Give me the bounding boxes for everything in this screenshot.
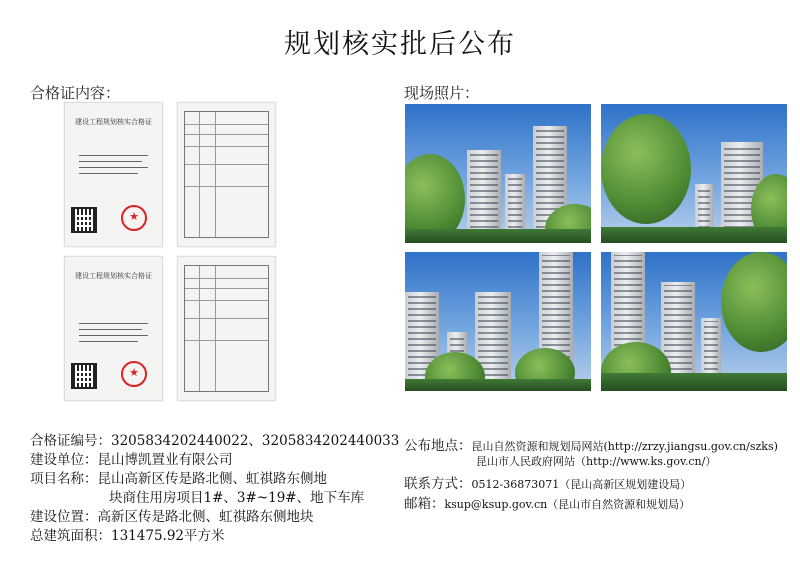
certificate-scan-1-cover (64, 102, 163, 247)
cert-no-row (30, 432, 399, 451)
certificate-scan-2-table (177, 256, 276, 401)
publish-place-line2[interactable]: 昆山市人民政府网站（http://www.ks.gov.cn/） (476, 455, 717, 468)
project-name-row-2 (30, 489, 399, 508)
builder-value: 昆山博凯置业有限公司 (97, 452, 233, 468)
project-name-label: 项目名称： (30, 471, 98, 487)
project-info (30, 432, 399, 546)
area-value: 131475.92平方米 (111, 528, 225, 544)
builder-label: 建设单位： (30, 452, 98, 468)
location-label: 建设位置： (30, 509, 98, 525)
cert-no-value: 3205834202440022、3205834202440033 (111, 433, 400, 449)
red-seal-icon (121, 361, 147, 387)
qr-code-icon (73, 209, 95, 231)
certificate-title: 建设工程规划核实合格证 (75, 118, 152, 126)
publish-place-line1[interactable]: 昆山自然资源和规划局网站(http://zrzy.jiangsu.gov.cn/szks) (471, 440, 778, 453)
contact-row (404, 472, 691, 492)
location-value: 高新区传是路北侧、虹祺路东侧地块 (97, 509, 314, 525)
certificate-scan-1-table (177, 102, 276, 247)
page-title: 规划核实批后公布 (284, 29, 516, 60)
publish-place-2 (476, 453, 716, 469)
red-seal-icon (121, 205, 147, 231)
site-photo-1 (405, 104, 591, 243)
email-value[interactable]: ksup@ksup.gov.cn（昆山市自然资源和规划局） (444, 498, 691, 511)
project-name-row (30, 470, 399, 489)
area-label: 总建筑面积： (30, 528, 111, 544)
email-row (404, 492, 690, 512)
publish-place (404, 434, 778, 454)
contact-value: 0512-36873071（昆山高新区规划建设局） (471, 478, 692, 491)
area-row (30, 527, 399, 546)
builder-row (30, 451, 399, 470)
site-photo-4 (601, 252, 787, 391)
cert-no-label: 合格证编号： (30, 433, 111, 449)
qr-code-icon (73, 365, 95, 387)
photos-section-label: 现场照片： (404, 84, 480, 102)
site-photo-3 (405, 252, 591, 391)
contact-label: 联系方式： (404, 476, 472, 492)
publish-place-label: 公布地点： (404, 438, 472, 454)
certificate-section-label: 合格证内容： (30, 84, 121, 102)
certificate-title: 建设工程规划核实合格证 (75, 272, 152, 280)
certificate-scan-2-cover (64, 256, 163, 401)
location-row (30, 508, 399, 527)
email-label: 邮箱： (404, 496, 445, 512)
site-photo-2 (601, 104, 787, 243)
project-name-line1: 昆山高新区传是路北侧、虹祺路东侧地 (97, 471, 327, 487)
project-name-line2: 块商住用房项目1#、3#~19#、地下车库 (109, 490, 365, 506)
